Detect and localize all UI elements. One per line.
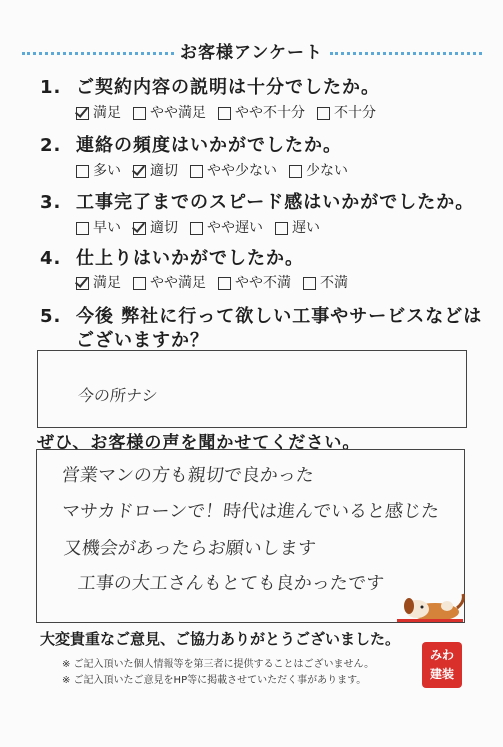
question-2 [40, 131, 342, 157]
checkbox[interactable] [289, 165, 302, 178]
handwritten-comment-line: 工事の大工さんもとても良かったです [76, 573, 385, 594]
handwritten-comment-line: マサカドローンで！時代は進んでいると感じた [60, 501, 441, 522]
option[interactable]: 満足 [76, 102, 121, 122]
thanks-message: 大変貴重なご意見、ご協力ありがとうございました。 [40, 630, 401, 648]
question-number: 5. [40, 306, 62, 327]
option[interactable]: 早い [76, 217, 121, 237]
question-1-options [76, 102, 388, 122]
option[interactable]: 不十分 [317, 102, 376, 122]
checkbox[interactable] [303, 277, 316, 290]
question-5 [40, 302, 482, 328]
question-3-options [76, 217, 332, 237]
checkbox[interactable] [76, 165, 89, 178]
question-number: 3. [40, 192, 62, 213]
checkbox-checked[interactable] [133, 222, 146, 235]
privacy-note: ※ ご記入頂いた個人情報等を第三者に提供することはございません。 [62, 659, 375, 670]
question-text: 仕上りはいかがでしたか。 [76, 248, 304, 269]
checkbox[interactable] [76, 222, 89, 235]
option[interactable]: 適切 [133, 160, 178, 180]
checkbox[interactable] [275, 222, 288, 235]
checkbox[interactable] [218, 107, 231, 120]
option[interactable]: 多い [76, 160, 121, 180]
question-number: 2. [40, 135, 62, 156]
checkbox[interactable] [133, 107, 146, 120]
checkbox[interactable] [218, 277, 231, 290]
option[interactable]: 遅い [275, 217, 320, 237]
voice-heading: ぜひ、お客様の声を聞かせてください。 [37, 433, 361, 453]
checkbox[interactable] [133, 277, 146, 290]
option[interactable]: 満足 [76, 272, 121, 292]
option[interactable]: やや遅い [190, 217, 263, 237]
option[interactable]: やや少ない [190, 160, 277, 180]
option[interactable]: やや不十分 [218, 102, 305, 122]
checkbox-checked[interactable] [133, 165, 146, 178]
checkbox-checked[interactable] [76, 107, 89, 120]
question-number: 4. [40, 248, 62, 269]
option[interactable]: やや満足 [133, 102, 206, 122]
survey-title: お客様アンケート [180, 43, 323, 63]
question-text: 今後 弊社に行って欲しい工事やサービスなどは [76, 306, 483, 327]
option[interactable]: 適切 [133, 217, 178, 237]
handwritten-comment-line: 又機会があったらお願いします [62, 538, 317, 559]
handwritten-answer: 今の所ナシ [76, 386, 159, 405]
checkbox[interactable] [190, 165, 203, 178]
question-5-line2: ございますか？ [76, 330, 209, 351]
question-4-options [76, 272, 360, 292]
question-2-options [76, 160, 360, 180]
publication-note: ※ ご記入頂いたご意見をHP等に掲載させていただく事があります。 [62, 675, 367, 686]
question-number: 1. [40, 77, 62, 98]
option[interactable]: やや満足 [133, 272, 206, 292]
checkbox-checked[interactable] [76, 277, 89, 290]
question-text: 工事完了までのスピード感はいかがでしたか。 [76, 192, 475, 213]
handwritten-comment-line: 営業マンの方も親切で良かった [60, 465, 315, 486]
question-text: ご契約内容の説明は十分でしたか。 [76, 77, 380, 98]
option[interactable]: 少ない [289, 160, 348, 180]
question-4 [40, 244, 304, 270]
question-text: 連絡の頻度はいかがでしたか。 [76, 135, 342, 156]
option[interactable]: 不満 [303, 272, 348, 292]
option[interactable]: やや不満 [218, 272, 291, 292]
question-3 [40, 188, 474, 214]
checkbox[interactable] [317, 107, 330, 120]
question-1 [40, 73, 380, 99]
company-logo-stamp: みわ 建装 [422, 642, 462, 688]
dog-illustration-icon [395, 582, 465, 624]
checkbox[interactable] [190, 222, 203, 235]
